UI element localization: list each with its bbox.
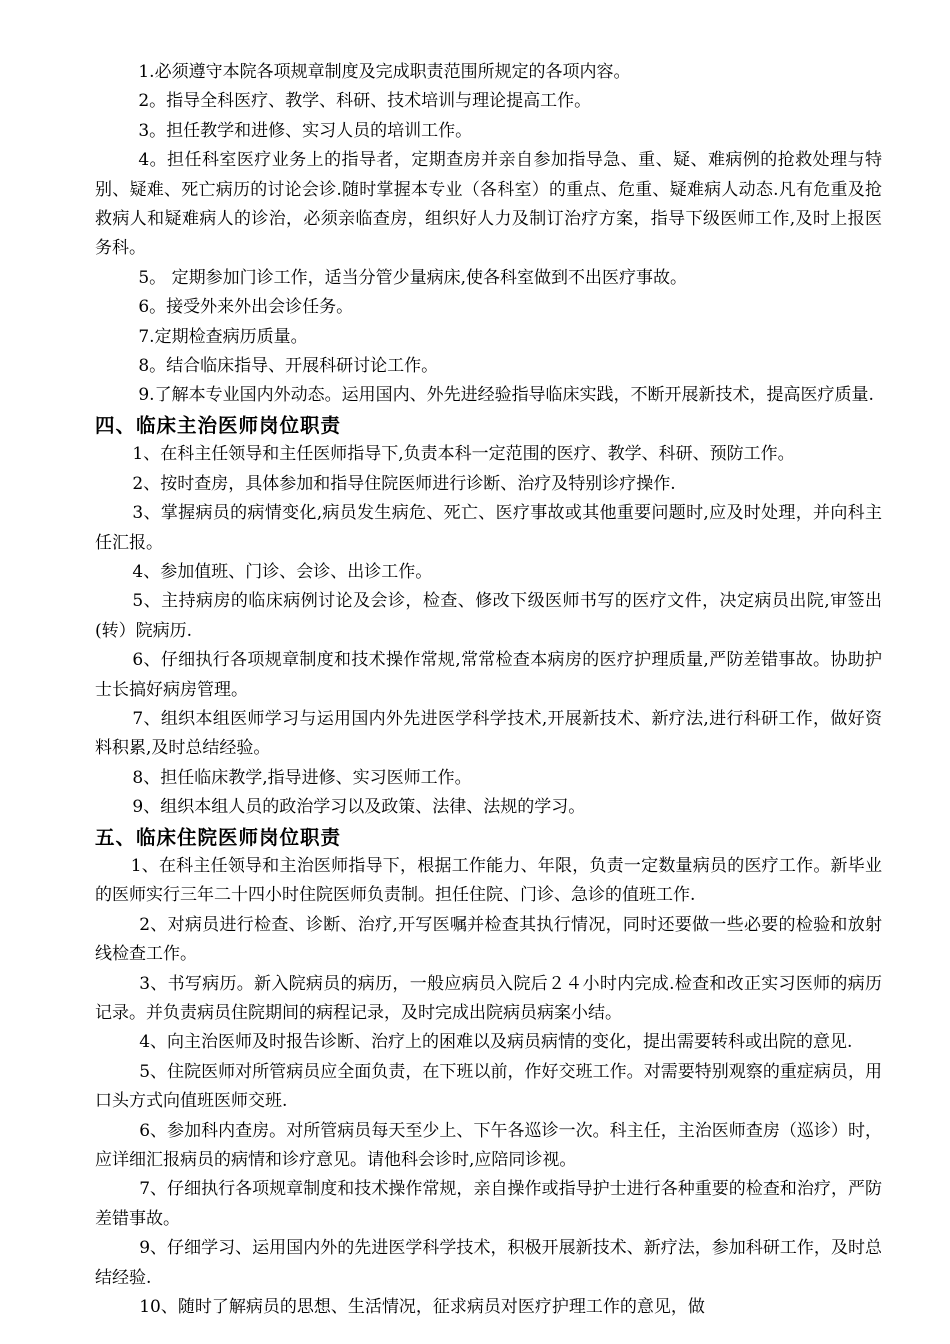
paragraph: 1.必须遵守本院各项规章制度及完成职责范围所规定的各项内容。 [138,62,631,82]
paragraph: 5。 定期参加门诊工作，适当分管少量病床,使各科室做到不出医疗事故。 [138,267,687,288]
paragraph: 7、仔细执行各项规章制度和技术操作常规，亲自操作或指导护士进行各种重要的检查和治疗，严防差错事故。 [95,1179,882,1229]
paragraph: 3。担任教学和进修、实习人员的培训工作。 [138,120,473,141]
paragraph: 4、参加值班、门诊、会诊、出诊工作。 [132,561,433,582]
paragraph: 2、对病员进行检查、诊断、治疗,开写医嘱并检查其执行情况，同时还要做一些必要的检验和放射线检查工作。 [95,914,882,965]
section-heading: 五、临床住院医师岗位职责 [95,825,342,849]
paragraph: 9、仔细学习、运用国内外的先进医学科学技术，积极开展新技术、新疗法，参加科研工作，及时总结经验. [95,1238,882,1288]
section-heading: 四、临床主治医师岗位职责 [95,413,342,437]
paragraph: 1、在科主任领导和主任医师指导下,负责本科一定范围的医疗、教学、科研、预防工作。 [132,444,795,465]
paragraph: 7、组织本组医师学习与运用国内外先进医学科学技术,开展新技术、新疗法,进行科研工作，做好资料积累,及时总结经验。 [95,708,882,759]
paragraph: 6。接受外来外出会诊任务。 [138,297,354,318]
paragraph: 9、组织本组人员的政治学习以及政策、法律、法规的学习。 [132,797,586,818]
paragraph: 3、书写病历。新入院病员的病历，一般应病员入院后２４小时内完成.检查和改正实习医师的病历记录。并负责病员住院期间的病程记录，及时完成出院病员病案小结。 [95,973,882,1023]
paragraph: 10、随时了解病员的思想、生活情况，征求病员对医疗护理工作的意见，做 [139,1297,705,1318]
paragraph: 3、掌握病员的病情变化,病员发生病危、死亡、医疗事故或其他重要问题时,应及时处理，并向科主任汇报。 [95,503,882,553]
paragraph: 4、向主治医师及时报告诊断、治疗上的困难以及病员病情的变化，提出需要转科或出院的意见. [139,1032,853,1053]
paragraph: 5、主持病房的临床病例讨论及会诊，检查、修改下级医师书写的医疗文件，决定病员出院,审签出(转）院病历. [95,591,882,641]
paragraph: 4。担任科室医疗业务上的指导者，定期查房并亲自参加指导急、重、疑、难病例的抢救处理与特别、疑难、死亡病历的讨论会诊.随时掌握本专业（各科室）的重点、危重、疑难病人动态.凡有危重及抢救病人和疑难病人的诊治，必须亲临查房，组织好人力及制订治疗方案，指导下级医师工作,及时上报医务科。 [95,150,882,259]
paragraph: 5、住院医师对所管病员应全面负责，在下班以前，作好交班工作。对需要特别观察的重症病员，用口头方式向值班医师交班. [95,1061,882,1112]
paragraph: 2、按时查房，具体参加和指导住院医师进行诊断、治疗及特别诊疗操作. [132,473,676,494]
paragraph: 2。指导全科医疗、教学、科研、技术培训与理论提高工作。 [138,91,592,112]
paragraph: 8、担任临床教学,指导进修、实习医师工作。 [132,767,472,788]
paragraph: 6、仔细执行各项规章制度和技术操作常规,常常检查本病房的医疗护理质量,严防差错事故。协助护士长搞好病房管理。 [95,650,882,700]
paragraph: 9.了解本专业国内外动态。运用国内、外先进经验指导临床实践，不断开展新技术，提高医疗质量. [138,385,874,406]
paragraph: 8。结合临床指导、开展科研讨论工作。 [138,356,439,377]
paragraph: 6、参加科内查房。对所管病员每天至少上、下午各巡诊一次。科主任，主治医师查房（巡诊）时，应详细汇报病员的病情和诊疗意见。请他科会诊时,应陪同诊视。 [95,1120,882,1171]
paragraph: 7.定期检查病历质量。 [138,326,308,347]
paragraph: 1、在科主任领导和主治医师指导下，根据工作能力、年限，负责一定数量病员的医疗工作。新毕业的医师实行三年二十四小时住院医师负责制。担任住院、门诊、急诊的值班工作. [95,855,882,906]
